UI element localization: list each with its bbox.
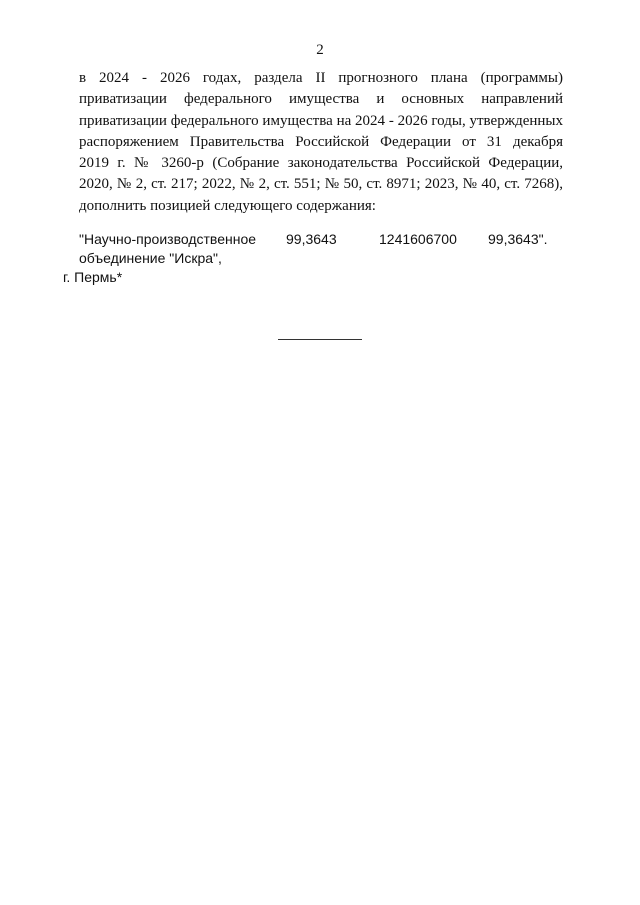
entry-name-line: объединение "Искра",: [79, 250, 222, 266]
page-number: 2: [316, 42, 324, 58]
body-line: 2019 г. № 3260-р (Собрание законодательства Российской Федерации,: [79, 155, 563, 172]
entry-organization-name: [79, 230, 279, 268]
entry-value-share: 99,3643: [286, 231, 337, 247]
body-paragraph: [79, 68, 563, 217]
entry-value-share-privatized: 99,3643".: [488, 231, 548, 247]
end-divider: [278, 339, 362, 340]
entry-city: г. Пермь*: [63, 269, 123, 285]
body-line: в 2024 - 2026 годах, раздела II прогнозного плана (программы): [79, 70, 563, 86]
body-line: приватизации федерального имущества на 2024 - 2026 годы, утвержденных: [79, 112, 563, 129]
entry-name-line: "Научно-производственное: [79, 231, 257, 247]
body-line: распоряжением Правительства Российской Федерации от 31 декабря: [79, 133, 563, 150]
body-line: приватизации федерального имущества и основных направлений: [79, 91, 563, 108]
body-line: 2020, № 2, ст. 217; 2022, № 2, ст. 551; № 50, ст. 8971; 2023, № 40, ст. 7268),: [79, 176, 563, 193]
body-line: дополнить позицией следующего содержания:: [79, 197, 376, 214]
entry-value-shares-count: 1241606700: [379, 231, 457, 247]
